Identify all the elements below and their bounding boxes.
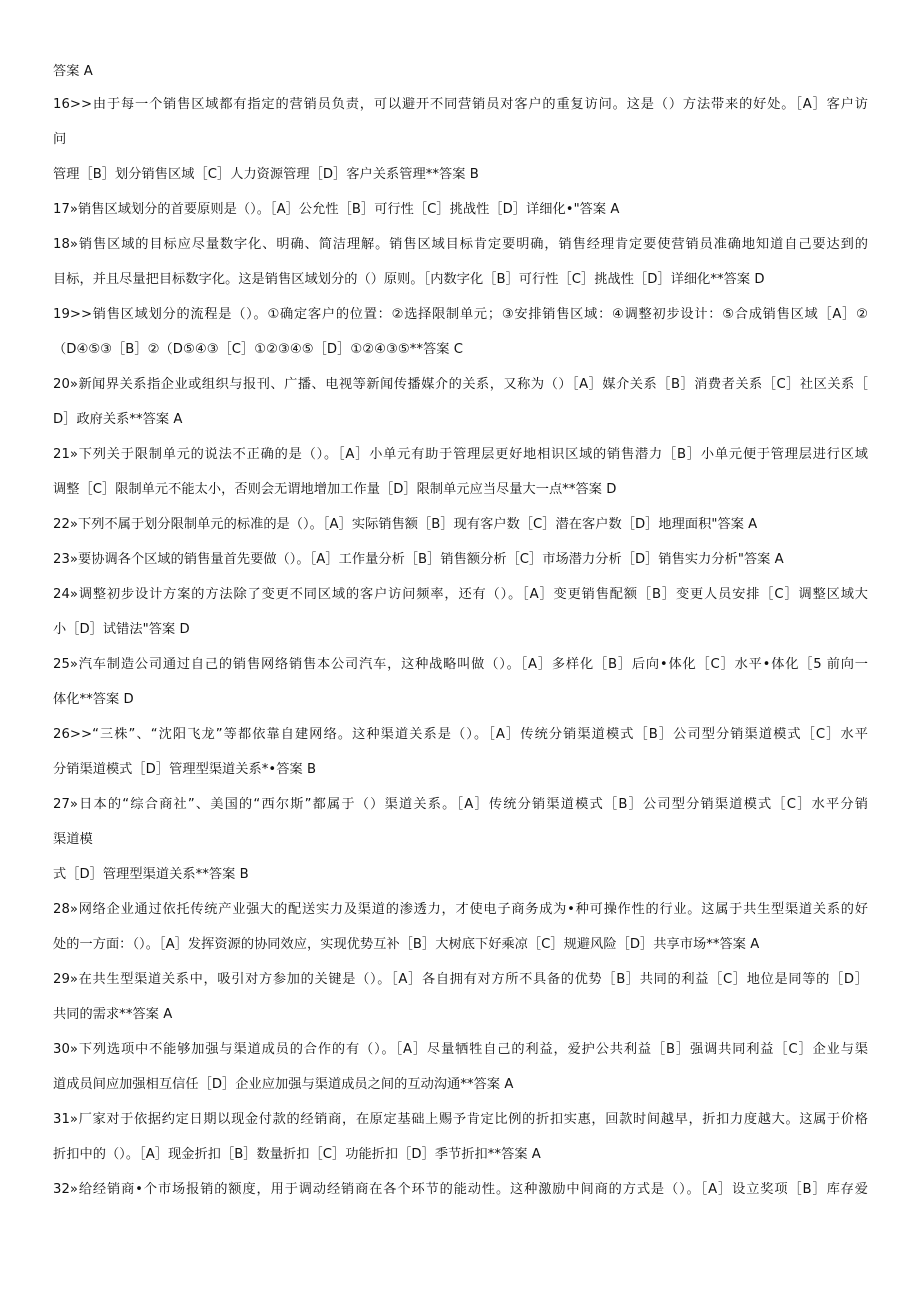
question-31-line-2: 折扣中的（）。［A］现金折扣［B］数量折扣［C］功能折扣［D］季节折扣**答案 A — [53, 1147, 541, 1162]
question-18-line-2: 目标，并且尽量把目标数字化。这是销售区域划分的（）原则。［内数字化［B］可行性［C］挑战性［D］详细化**答案 D — [53, 272, 765, 287]
question-25-line-1: 25»汽车制造公司通过自己的销售网络销售本公司汽车，这种战略叫做（）。［A］多样化［B］后向•体化［C］水平•体化［5 前向一 — [53, 657, 868, 672]
question-27-line-1: 27»日本的“综合商社”、美国的“西尔斯”都属于（）渠道关系。［A］传统分销渠道模式［B］公司型分销渠道模式［C］水平分销 — [53, 797, 868, 812]
question-20-line-2: D］政府关系**答案 A — [53, 412, 183, 427]
question-30-line-1: 30»下列选项中不能够加强与渠道成员的合作的有（）。［A］尽量牺牲自己的利益，爱护公共利益［B］强调共同利益［C］企业与渠 — [53, 1042, 868, 1057]
question-27-line-3: 式［D］管理型渠道关系**答案 B — [53, 867, 249, 882]
question-29-line-2: 共同的需求**答案 A — [53, 1007, 173, 1022]
question-29-line-1: 29»在共生型渠道关系中，吸引对方参加的关键是（）。［A］各自拥有对方所不具备的优势［B］共同的利益［C］地位是同等的［D］ — [53, 972, 868, 987]
question-27-line-2: 渠道模 — [53, 832, 93, 847]
question-16-line-1: 16>>由于每一个销售区域都有指定的营销员负责，可以避开不同营销员对客户的重复访问。这是（）方法带来的好处。［A］客户访 — [53, 97, 868, 112]
question-32-line-1: 32»给经销商•个市场报销的额度，用于调动经销商在各个环节的能动性。这种激励中间商的方式是（）。［A］设立奖项［B］库存爱 — [53, 1182, 868, 1197]
question-26-line-1: 26>>“三株”、“沈阳飞龙”等都依靠自建网络。这种渠道关系是（）。［A］传统分销渠道模式［B］公司型分销渠道模式［C］水平 — [53, 727, 868, 742]
question-18-line-1: 18»销售区域的目标应尽量数字化、明确、简洁理解。销售区域目标肯定要明确，销售经理肯定要使营销员准确地知道自己要达到的 — [53, 237, 868, 252]
question-16-line-2: 问 — [53, 132, 67, 147]
question-21-line-1: 21»下列关于限制单元的说法不正确的是（）。［A］小单元有助于管理层更好地相识区域的销售潜力［B］小单元便于管理层进行区域 — [53, 447, 868, 462]
answer-line: 答案 A — [53, 64, 93, 79]
question-24-line-2: 小［D］试错法"答案 D — [53, 622, 190, 637]
question-26-line-2: 分销渠道模式［D］管理型渠道关系*•答案 B — [53, 762, 317, 777]
question-16-line-3: 管理［B］划分销售区域［C］人力资源管理［D］客户关系管理**答案 B — [53, 167, 479, 182]
question-28-line-2: 处的一方面：（）。［A］发挥资源的协同效应，实现优势互补［B］大树底下好乘凉［C］规避风险［D］共享市场**答案 A — [53, 937, 760, 952]
question-31-line-1: 31»厂家对于依据约定日期以现金付款的经销商，在原定基础上赐予肯定比例的折扣实惠，回款时间越早，折扣力度越大。这属于价格 — [53, 1112, 868, 1127]
question-24-line-1: 24»调整初步设计方案的方法除了变更不同区域的客户访问频率，还有（）。［A］变更销售配额［B］变更人员安排［C］调整区域大 — [53, 587, 868, 602]
question-30-line-2: 道成员间应加强相互信任［D］企业应加强与渠道成员之间的互动沟通**答案 A — [53, 1077, 514, 1092]
question-25-line-2: 体化**答案 D — [53, 692, 134, 707]
question-23-line: 23»要协调各个区域的销售量首先要做（）。［A］工作量分析［B］销售额分析［C］市场潜力分析［D］销售实力分析"答案 A — [53, 552, 784, 567]
question-19-line-1: 19>>销售区域划分的流程是（）。①确定客户的位置：②选择限制单元；③安排销售区域：④调整初步设计：⑤合成销售区域［A］② — [53, 307, 868, 322]
question-21-line-2: 调整［C］限制单元不能太小，否则会无谓地增加工作量［D］限制单元应当尽量大一点**答案 D — [53, 482, 617, 497]
question-20-line-1: 20»新闻界关系指企业或组织与报刊、广播、电视等新闻传播媒介的关系，又称为（）［A］媒介关系［B］消费者关系［C］社区关系［ — [53, 377, 868, 392]
question-28-line-1: 28»网络企业通过依托传统产业强大的配送实力及渠道的渗透力，才使电子商务成为•种可操作性的行业。这属于共生型渠道关系的好 — [53, 902, 868, 917]
question-22-line: 22»下列不属于划分限制单元的标准的是（）。［A］实际销售额［B］现有客户数［C］潜在客户数［D］地理面积"答案 A — [53, 517, 758, 532]
question-17-line: 17»销售区域划分的首要原则是（）。［A］公允性［B］可行性［C］挑战性［D］详细化•"答案 A — [53, 202, 620, 217]
question-19-line-2: （D④⑤③［B］②（D⑤④③［C］①②③④⑤［D］①②④③⑤**答案 C — [53, 342, 463, 357]
